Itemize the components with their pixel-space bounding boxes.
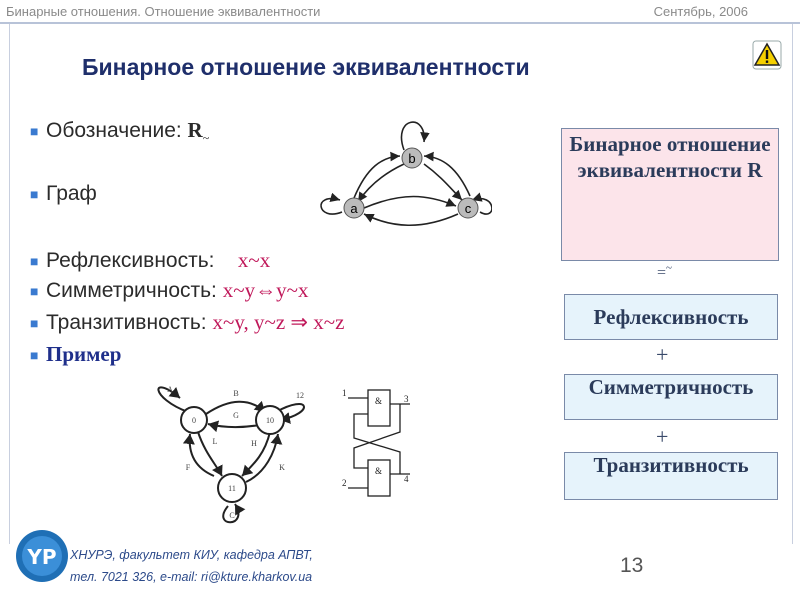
loop-b <box>401 122 424 150</box>
bullet-example: ■ Пример <box>30 342 122 366</box>
svg-text:&: & <box>375 466 383 476</box>
svg-text:B: B <box>233 389 239 398</box>
example-graph <box>150 378 325 528</box>
svg-text:K: K <box>279 463 285 472</box>
svg-text:C: C <box>229 511 235 520</box>
svg-text:L: L <box>212 437 218 446</box>
node-c-label: c <box>464 201 472 216</box>
equivalence-graph <box>312 112 492 232</box>
edge-b-a <box>358 164 404 202</box>
svg-text:4: 4 <box>404 474 409 484</box>
left-border <box>9 24 10 544</box>
header-title: Бинарные отношения. Отношение эквивалентности <box>6 4 321 19</box>
svg-text:F: F <box>185 463 191 472</box>
edge-c-a <box>364 214 458 225</box>
svg-text:&: & <box>375 396 383 406</box>
page-number: 13 <box>620 554 644 577</box>
edge-c-b <box>424 156 470 196</box>
header-divider <box>0 22 800 24</box>
svg-text:YP: YP <box>27 545 57 569</box>
bullet-notation: ■ Обозначение: $R_\sim$ <box>30 118 210 146</box>
svg-text:H: H <box>251 439 257 448</box>
footer-line-2: тел. 7021 326, e-mail: ri@kture.kharkov.ua <box>70 570 313 584</box>
node-b-label: b <box>408 151 416 166</box>
svg-text:0: 0 <box>192 416 196 425</box>
edge-a-c <box>364 197 456 209</box>
plus-sign-2: + <box>656 424 669 449</box>
header-date: Сентябрь, 2006 <box>653 4 748 19</box>
footer-line-1: ХНУРЭ, факультет КИУ, кафедра АПВТ, <box>70 548 313 562</box>
slide-footer <box>0 540 800 600</box>
slide-title: Бинарное отношение эквивалентности <box>82 54 530 80</box>
svg-text:3: 3 <box>404 394 409 404</box>
svg-text:2: 2 <box>342 478 347 488</box>
loop-a <box>321 199 342 214</box>
svg-text:G: G <box>233 411 239 420</box>
plus-sign-1: + <box>656 342 669 367</box>
bullet-transitive: ■ Транзитивность: x~y, y~z ⇒ x~z <box>30 310 345 334</box>
equivalence-definition-box: Бинарное отношение эквивалентности R <box>561 128 779 261</box>
equals-sign: =~ <box>657 262 672 282</box>
node-a-label: a <box>350 201 358 216</box>
bullet-reflexive: ■ Рефлексивность: x~x <box>30 248 271 272</box>
svg-text:1: 1 <box>342 388 347 398</box>
svg-text:12: 12 <box>296 391 304 400</box>
bullet-symmetric: ■ Симметричность: x~y⇔y~x <box>30 278 309 302</box>
svg-text:11: 11 <box>228 484 236 493</box>
edge-b-c <box>424 164 462 200</box>
warning-icon <box>752 40 782 70</box>
edge-a-b <box>354 156 400 198</box>
flipflop-circuit <box>340 382 420 507</box>
symmetry-box: Симметричность <box>564 374 778 420</box>
transitivity-box: Транзитивность <box>564 452 778 500</box>
reflexivity-box: Рефлексивность <box>564 294 778 340</box>
right-border <box>792 24 793 544</box>
svg-text:10: 10 <box>266 416 274 425</box>
svg-text:A: A <box>167 385 173 394</box>
bullet-graph: ■ Граф <box>30 182 97 205</box>
